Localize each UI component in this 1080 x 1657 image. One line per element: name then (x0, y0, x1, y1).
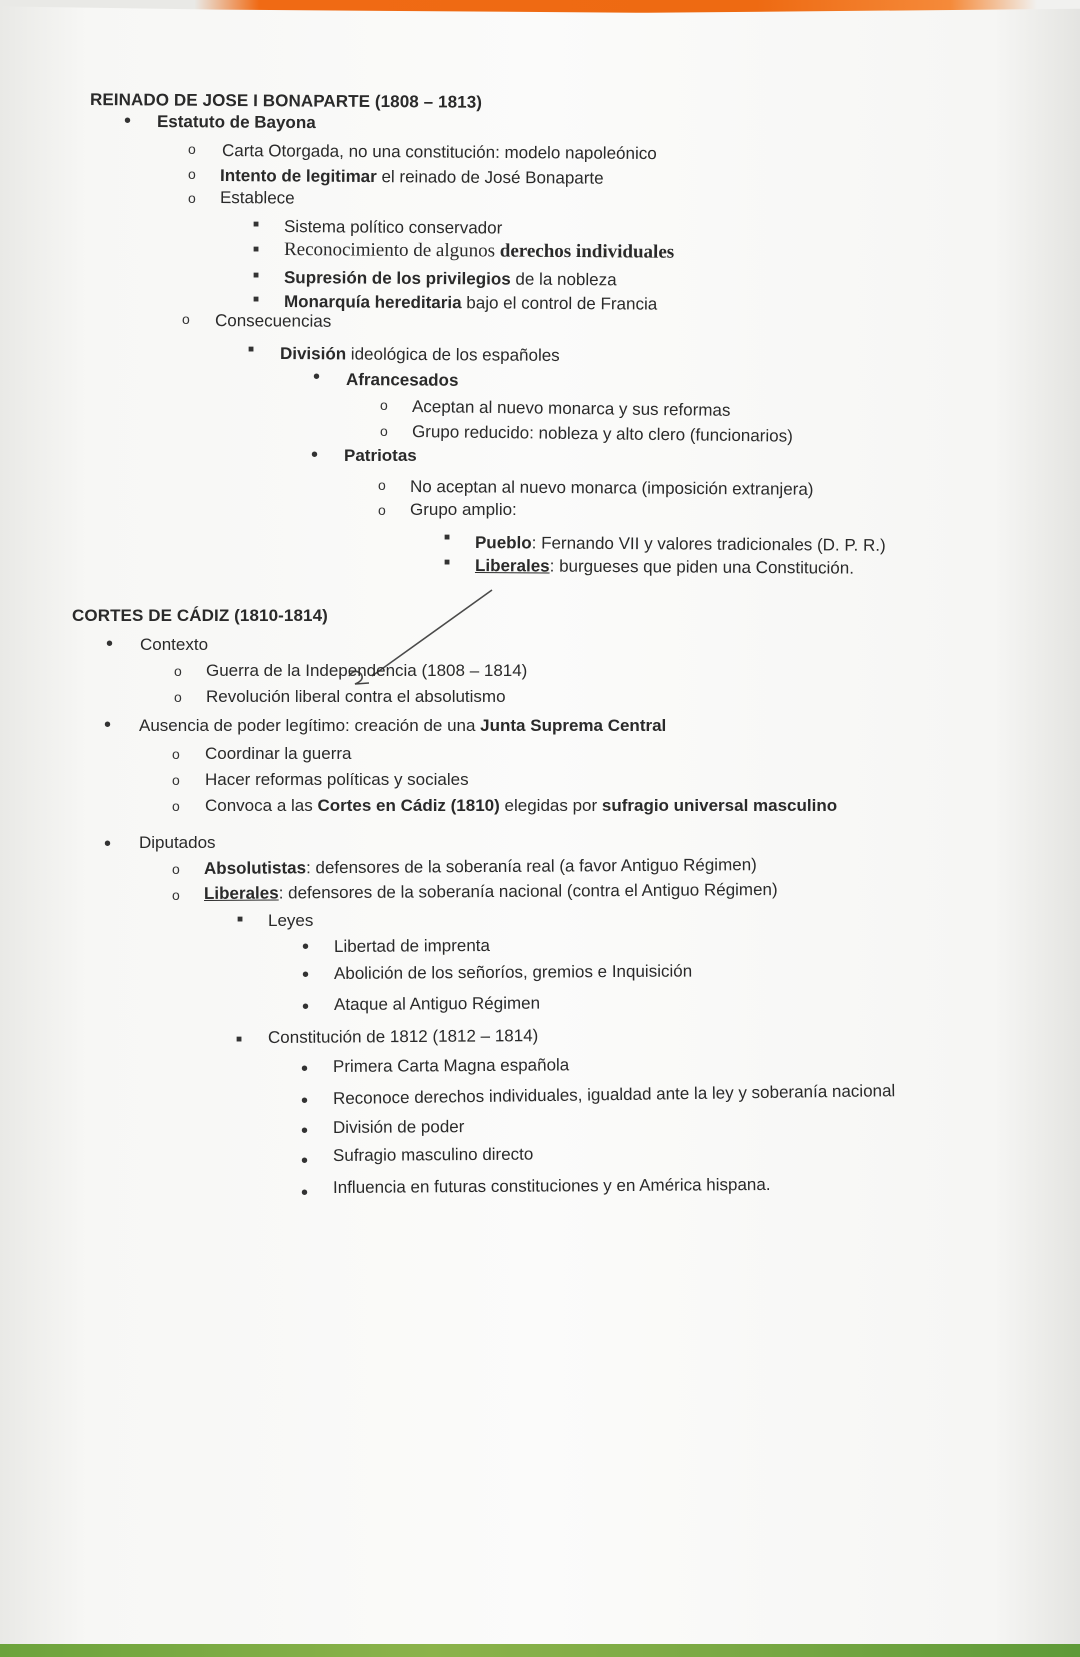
bullet-square: ■ (248, 344, 255, 355)
item-carta-otorgada: Carta Otorgada, no una constitución: modelo napoleónico (221, 141, 657, 164)
item-patriotas: Patriotas (344, 446, 417, 465)
bullet-circle: o (172, 746, 180, 762)
item-leyes: Leyes (268, 911, 314, 930)
item-no-aceptan: No aceptan al nuevo monarca (imposición extranjera) (409, 477, 814, 499)
bullet-circle: o (378, 477, 386, 493)
item-guerra: Guerra de la Independencia (1808 – 1814) (206, 661, 528, 680)
item-reconoce: Reconoce derechos individuales, igualdad ante la ley y soberanía nacional (332, 1081, 896, 1108)
bullet-square: ■ (444, 557, 451, 568)
bullet-dot: • (124, 110, 132, 132)
bullet-circle: o (172, 887, 180, 903)
item-ausencia: Ausencia de poder legítimo: creación de una Junta Suprema Central (139, 716, 667, 735)
bullet-dot: • (302, 936, 310, 958)
bullet-square: ■ (253, 219, 260, 230)
item-reconocimiento: Reconocimiento de algunos derechos individuales (283, 239, 675, 263)
bullet-square: ■ (253, 244, 260, 255)
bullet-square: ■ (253, 294, 260, 305)
item-establece: Establece (219, 188, 295, 208)
bullet-square: ■ (237, 914, 244, 925)
item-estatuto: Estatuto de Bayona (156, 112, 316, 133)
item-ataque: Ataque al Antiguo Régimen (333, 993, 541, 1014)
item-pueblo: Pueblo: Fernando VII y valores tradicionales (D. P. R.) (474, 533, 886, 555)
bullet-dot: • (301, 1120, 309, 1142)
bullet-circle: o (380, 423, 388, 439)
item-consecuencias: Consecuencias (214, 311, 332, 331)
item-liberales-burgueses: Liberales: burgueses que piden una Constitución. (474, 556, 855, 578)
bullet-circle: o (172, 798, 180, 814)
bullet-dot: • (104, 833, 112, 855)
item-afrancesados: Afrancesados (345, 370, 459, 390)
bullet-square: ■ (253, 270, 260, 281)
bullet-circle: o (174, 689, 182, 705)
bullet-dot: • (311, 444, 319, 466)
item-contexto: Contexto (140, 635, 209, 654)
item-sistema: Sistema político conservador (283, 217, 503, 238)
section-title-reinado: REINADO DE JOSE I BONAPARTE (1808 – 1813) (89, 90, 483, 112)
item-liberales-diputados: Liberales: defensores de la soberanía nacional (contra el Antiguo Régimen) (203, 879, 778, 903)
item-influencia: Influencia en futuras constituciones y en América hispana. (332, 1174, 771, 1197)
item-primera-carta: Primera Carta Magna española (332, 1055, 570, 1076)
item-grupo-reducido: Grupo reducido: nobleza y alto clero (funcionarios) (411, 422, 793, 446)
bullet-circle: o (378, 502, 386, 518)
item-aceptan: Aceptan al nuevo monarca y sus reformas (411, 397, 731, 420)
bullet-square: ■ (444, 532, 451, 543)
item-intento: Intento de legitimar el reinado de José Bonaparte (219, 166, 604, 188)
bullet-dot: • (302, 964, 310, 986)
bullet-circle: o (188, 190, 196, 206)
bullet-circle: o (188, 141, 196, 157)
bullet-dot: • (301, 1090, 309, 1112)
bullet-dot: • (301, 1058, 309, 1080)
green-paper-edge (0, 1644, 1080, 1657)
item-sufragio: Sufragio masculino directo (332, 1144, 534, 1165)
item-division-ideologica: División ideológica de los españoles (279, 344, 560, 365)
item-libertad-imprenta: Libertad de imprenta (333, 935, 490, 956)
bullet-circle: o (182, 311, 190, 327)
item-grupo-amplio: Grupo amplio: (410, 500, 517, 519)
bullet-circle: o (172, 861, 180, 877)
item-supresion: Supresión de los privilegios de la nobleza (283, 268, 617, 290)
bullet-circle: o (380, 397, 388, 413)
bullet-dot: • (302, 996, 310, 1018)
item-constitucion-1812: Constitución de 1812 (1812 – 1814) (267, 1026, 539, 1047)
bullet-circle: o (188, 166, 196, 182)
item-abolicion: Abolición de los señoríos, gremios e Inquisición (333, 961, 693, 983)
item-absolutistas: Absolutistas: defensores de la soberanía real (a favor Antiguo Régimen) (203, 855, 757, 878)
bullet-dot: • (106, 633, 114, 655)
bullet-dot: • (313, 366, 321, 388)
section-title-cortes: CORTES DE CÁDIZ (1810-1814) (72, 606, 328, 625)
item-revolucion: Revolución liberal contra el absolutismo (206, 687, 506, 706)
item-coordinar: Coordinar la guerra (205, 744, 352, 763)
bullet-dot: • (301, 1182, 309, 1204)
bullet-circle: o (172, 772, 180, 788)
item-convoca: Convoca a las Cortes en Cádiz (1810) elegidas por sufragio universal masculino (205, 796, 838, 815)
item-monarquia: Monarquía hereditaria bajo el control de Francia (283, 292, 658, 314)
bullet-square: ■ (236, 1034, 243, 1045)
bullet-dot: • (104, 714, 112, 736)
bullet-dot: • (301, 1150, 309, 1172)
item-diputados: Diputados (139, 833, 216, 852)
item-hacer-reformas: Hacer reformas políticas y sociales (205, 770, 469, 789)
item-division-poder: División de poder (332, 1117, 465, 1137)
bullet-circle: o (174, 663, 182, 679)
